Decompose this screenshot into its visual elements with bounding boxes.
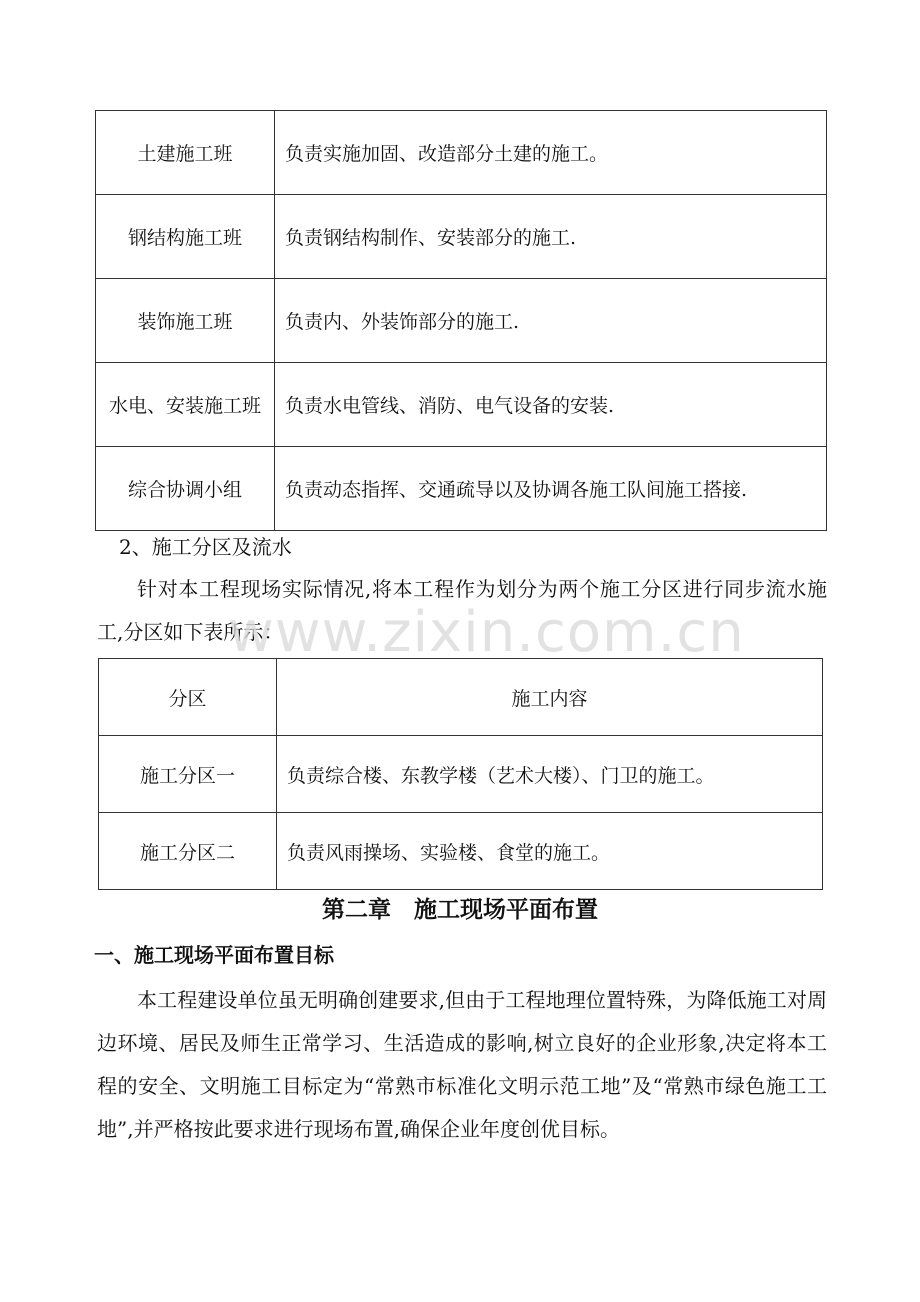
content-header-cell: 施工内容 (277, 659, 823, 736)
table-row (96, 195, 827, 279)
section-one-paragraph: 本工程建设单位虽无明确创建要求,但由于工程地理位置特殊，为降低施工对周边环境、居民及师生正常学习、生活造成的影响,树立良好的企业形象,决定将本工程的安全、文明施工目标定为“常熟市标准化文明示范工地”及“常熟市绿色施工工地”,并严格按此要求进行现场布置,确保企业年度创优目标。 (97, 988, 827, 1141)
zone-name-cell: 施工分区一 (99, 736, 277, 813)
section-heading: 一、施工现场平面布置目标 (94, 943, 334, 967)
team-duty-cell: 负责钢结构制作、安装部分的施工. (275, 195, 827, 279)
team-duty-cell: 负责水电管线、消防、电气设备的安装. (275, 363, 827, 447)
table-row (96, 111, 827, 195)
zone-header-cell: 分区 (99, 659, 277, 736)
chapter-title: 第二章 施工现场平面布置 (322, 897, 598, 923)
team-name-cell: 综合协调小组 (96, 447, 275, 531)
team-name-cell: 水电、安装施工班 (96, 363, 275, 447)
zone-table (98, 658, 823, 890)
team-duty-cell: 负责内、外装饰部分的施工. (275, 279, 827, 363)
team-duty-cell: 负责实施加固、改造部分土建的施工。 (275, 111, 827, 195)
table-row (96, 279, 827, 363)
table-row (99, 813, 823, 890)
zone-content-cell: 负责综合楼、东教学楼（艺术大楼）、门卫的施工。 (277, 736, 823, 813)
team-name-cell: 装饰施工班 (96, 279, 275, 363)
team-name-cell: 钢结构施工班 (96, 195, 275, 279)
section2-heading: 2、施工分区及流水 (119, 535, 292, 559)
zone-name-cell: 施工分区二 (99, 813, 277, 890)
table-row (96, 447, 827, 531)
team-duty-table (95, 110, 827, 531)
section2-paragraph: 针对本工程现场实际情况,将本工程作为划分为两个施工分区进行同步流水施工,分区如下表所示： (97, 577, 827, 644)
team-duty-cell: 负责动态指挥、交通疏导以及协调各施工队间施工搭接. (275, 447, 827, 531)
watermark: www.zixin.com.cn (228, 600, 745, 665)
table-row (96, 363, 827, 447)
table-row (99, 736, 823, 813)
table-header-row (99, 659, 823, 736)
team-name-cell: 土建施工班 (96, 111, 275, 195)
zone-content-cell: 负责风雨操场、实验楼、食堂的施工。 (277, 813, 823, 890)
